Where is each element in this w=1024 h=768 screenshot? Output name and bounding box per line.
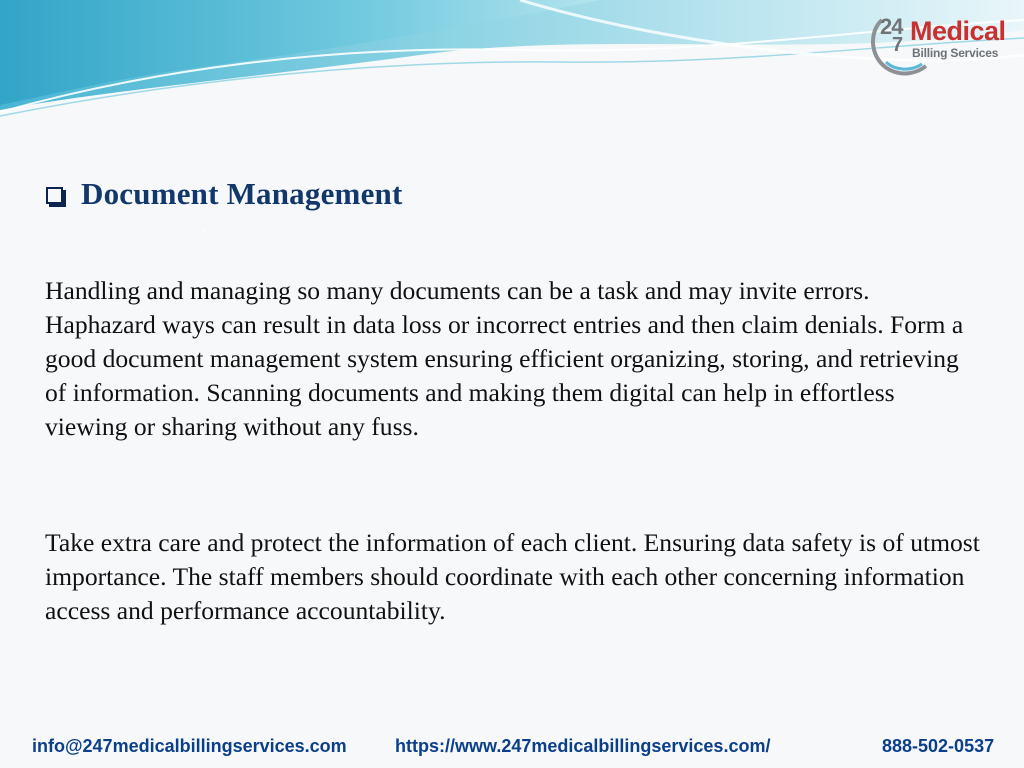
company-logo: [868, 12, 1018, 78]
body-paragraph-2: Take extra care and protect the information of each client. Ensuring data safety is of utmost importance. The staff members should coordinate with each other concerning information access and performance accountability.: [45, 528, 980, 625]
section-title: Document Management: [81, 176, 403, 211]
footer-email-link[interactable]: info@247medicalbillingservices.com: [32, 736, 347, 756]
checkbox-square-icon: [46, 187, 63, 204]
logo-tagline: Billing Services: [912, 46, 999, 60]
logo-wordmark: Medical: [910, 16, 1006, 46]
logo-number-top: 24: [880, 14, 903, 39]
body-paragraph-1: Handling and managing so many documents can be a task and may invite errors. Haphazard ways can result in data loss or incorrect entries and then claim denials. Form a good document management system ensuring efficient organizing, storing, and retrieving of information. Scanning documents and making them digital can help in effortless viewing or sharing without any fuss.: [45, 276, 964, 441]
footer-contact-bar: [0, 732, 1024, 762]
footer-website-link[interactable]: https://www.247medicalbillingservices.com/: [395, 736, 771, 756]
logo-number-bottom: 7: [892, 34, 904, 56]
section-heading: [46, 176, 403, 212]
footer-phone-number[interactable]: 888-502-0537: [882, 736, 995, 756]
